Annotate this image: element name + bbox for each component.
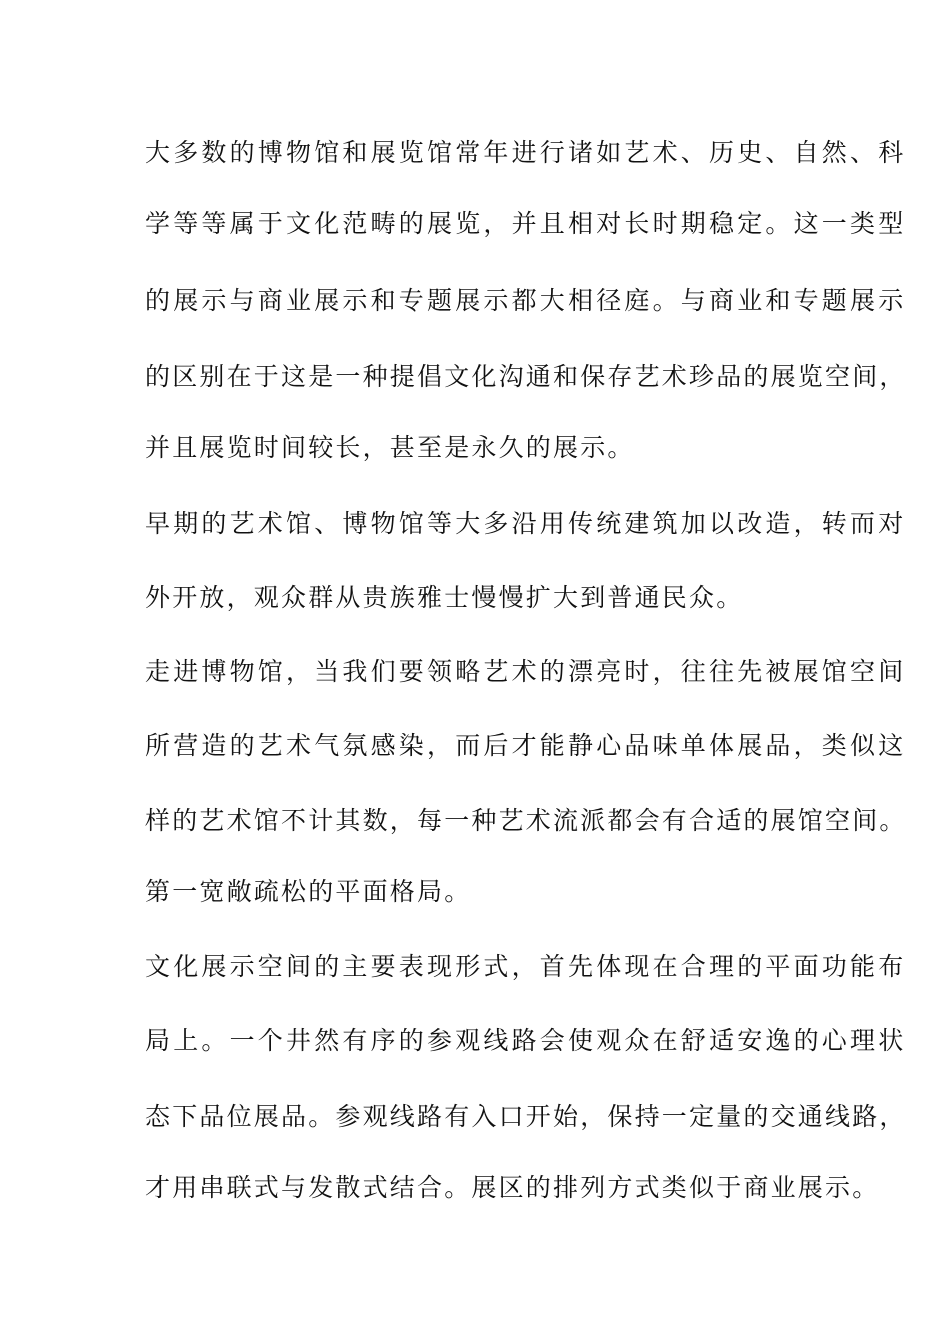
paragraph-line: 才用串联式与发散式结合。展区的排列方式类似于商业展示。 (145, 1173, 880, 1202)
paragraph-line: 文化展示空间的主要表现形式，首先体现在合理的平面功能布 (145, 952, 907, 981)
paragraph-line: 样的艺术馆不计其数，每一种艺术流派都会有合适的展馆空间。 (145, 806, 907, 835)
paragraph-line: 走进博物馆，当我们要领略艺术的漂亮时，往往先被展馆空间 (145, 657, 907, 686)
paragraph-line: 早期的艺术馆、博物馆等大多沿用传统建筑加以改造，转而对 (145, 509, 907, 538)
paragraph-line: 大多数的博物馆和展览馆常年进行诸如艺术、历史、自然、科 (145, 138, 907, 167)
paragraph-line: 的区别在于这是一种提倡文化沟通和保存艺术珍品的展览空间， (145, 362, 907, 391)
paragraph-line: 外开放，观众群从贵族雅士慢慢扩大到普通民众。 (145, 583, 744, 612)
paragraph-line: 态下品位展品。参观线路有入口开始，保持一定量的交通线路， (145, 1102, 907, 1131)
paragraph-line: 的展示与商业展示和专题展示都大相径庭。与商业和专题展示 (145, 286, 907, 315)
paragraph-line: 并且展览时间较长，甚至是永久的展示。 (145, 433, 635, 462)
paragraph-line: 局上。一个井然有序的参观线路会使观众在舒适安逸的心理状 (145, 1026, 907, 1055)
paragraph-line: 所营造的艺术气氛感染，而后才能静心品味单体展品，类似这 (145, 731, 907, 760)
paragraph-line: 第一宽敞疏松的平面格局。 (145, 877, 472, 906)
paragraph-line: 学等等属于文化范畴的展览，并且相对长时期稳定。这一类型 (145, 209, 907, 238)
